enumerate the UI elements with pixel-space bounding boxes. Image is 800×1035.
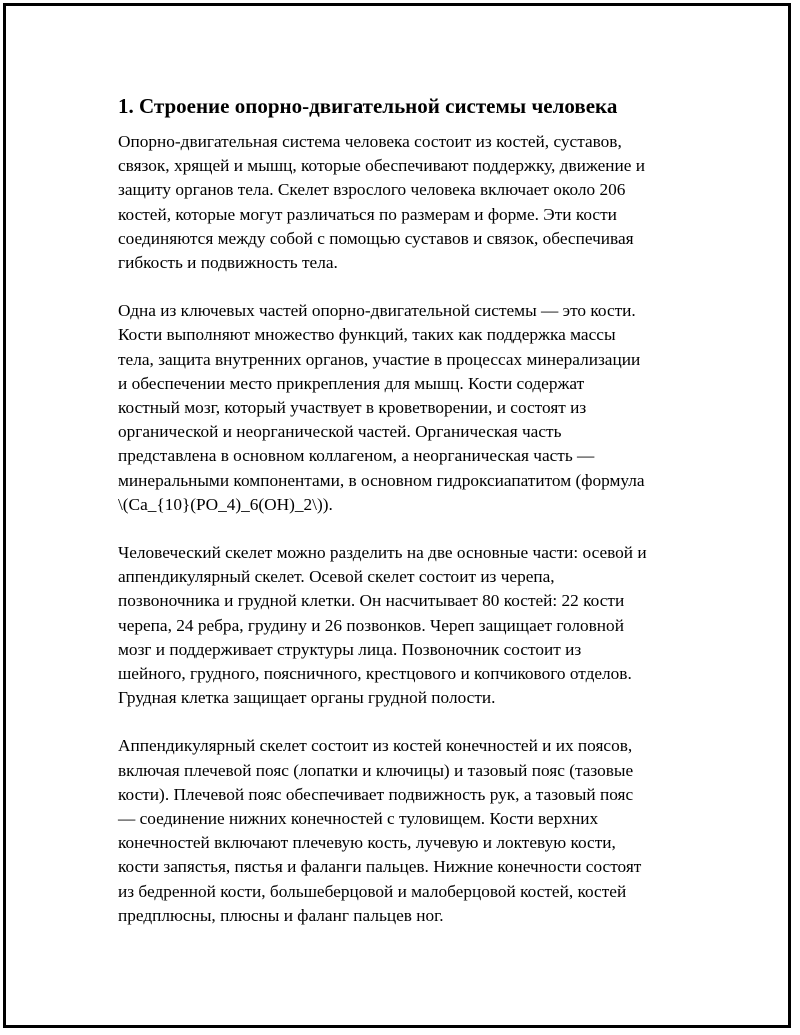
paragraph-line: соединяются между собой с помощью суставов и связок, обеспечивая: [118, 228, 634, 248]
paragraph: [118, 299, 688, 517]
paragraph: [118, 734, 688, 928]
paragraph-line: Опорно-двигательная система человека состоит из костей, суставов,: [118, 132, 622, 151]
paragraph-line: Одна из ключевых частей опорно-двигательной системы — это кости.: [118, 301, 636, 321]
section-heading: 1. Строение опорно-двигательной системы человека: [118, 94, 618, 118]
paragraph-line: минеральными компонентами, в основном гидроксиапатитом (формула: [118, 470, 645, 490]
paragraph-line: Грудная клетка защищает органы грудной полости.: [118, 688, 496, 708]
paragraph-line: защиту органов тела. Скелет взрослого человека включает около 206: [118, 180, 626, 200]
paragraph-line: \(Ca_{10}(PO_4)_6(OH)_2\)).: [118, 494, 333, 514]
paragraph-line: органической и неорганической частей. Органическая часть: [118, 422, 562, 442]
paragraph-line: Аппендикулярный скелет состоит из костей конечностей и их поясов,: [118, 736, 633, 756]
paragraph-line: связок, хрящей и мышц, которые обеспечивают поддержку, движение и: [118, 156, 645, 176]
paragraph-line: Кости выполняют множество функций, таких как поддержка массы: [118, 325, 616, 345]
paragraph-line: и обеспечении место прикрепления для мышц. Кости содержат: [118, 373, 585, 393]
paragraph-line: предплюсны, плюсны и фаланг пальцев ног.: [118, 905, 444, 925]
paragraph-line: конечностей включают плечевую кость, лучевую и локтевую кости,: [118, 833, 616, 853]
paragraph-line: тела, защита внутренних органов, участие в процессах минерализации: [118, 349, 641, 369]
paragraph: [118, 130, 688, 275]
paragraph-line: из бедренной кости, большеберцовой и малоберцовой костей, костей: [118, 881, 627, 901]
paragraph-line: аппендикулярный скелет. Осевой скелет состоит из черепа,: [118, 567, 555, 587]
paragraph-line: костей, которые могут различаться по размерам и форме. Эти кости: [118, 204, 617, 224]
paragraph-line: шейного, грудного, поясничного, крестцового и копчикового отделов.: [118, 664, 632, 684]
paragraph-line: мозг и поддерживает структуры лица. Позвоночник состоит из: [118, 639, 582, 659]
paragraph-line: — соединение нижних конечностей с туловищем. Кости верхних: [118, 809, 599, 829]
paragraph-line: кости запястья, пястья и фаланги пальцев. Нижние конечности состоят: [118, 857, 642, 877]
paragraphs-container: [118, 130, 688, 928]
paragraph-line: костный мозг, который участвует в кроветворении, и состоят из: [118, 398, 587, 418]
paragraph-line: позвоночника и грудной клетки. Он насчитывает 80 костей: 22 кости: [118, 591, 625, 611]
paragraph: [118, 541, 688, 710]
paragraph-line: включая плечевой пояс (лопатки и ключицы) и тазовый пояс (тазовые: [118, 760, 634, 780]
paragraph-line: представлена в основном коллагеном, а неорганическая часть —: [118, 446, 595, 466]
paragraph-line: кости). Плечевой пояс обеспечивает подвижность рук, а тазовый пояс: [118, 784, 634, 804]
paragraph-line: гибкость и подвижность тела.: [118, 253, 338, 273]
paragraph-line: Человеческий скелет можно разделить на две основные части: осевой и: [118, 543, 647, 563]
paragraph-line: черепа, 24 ребра, грудину и 26 позвонков. Череп защищает головной: [118, 615, 624, 635]
document-body: [118, 92, 688, 952]
